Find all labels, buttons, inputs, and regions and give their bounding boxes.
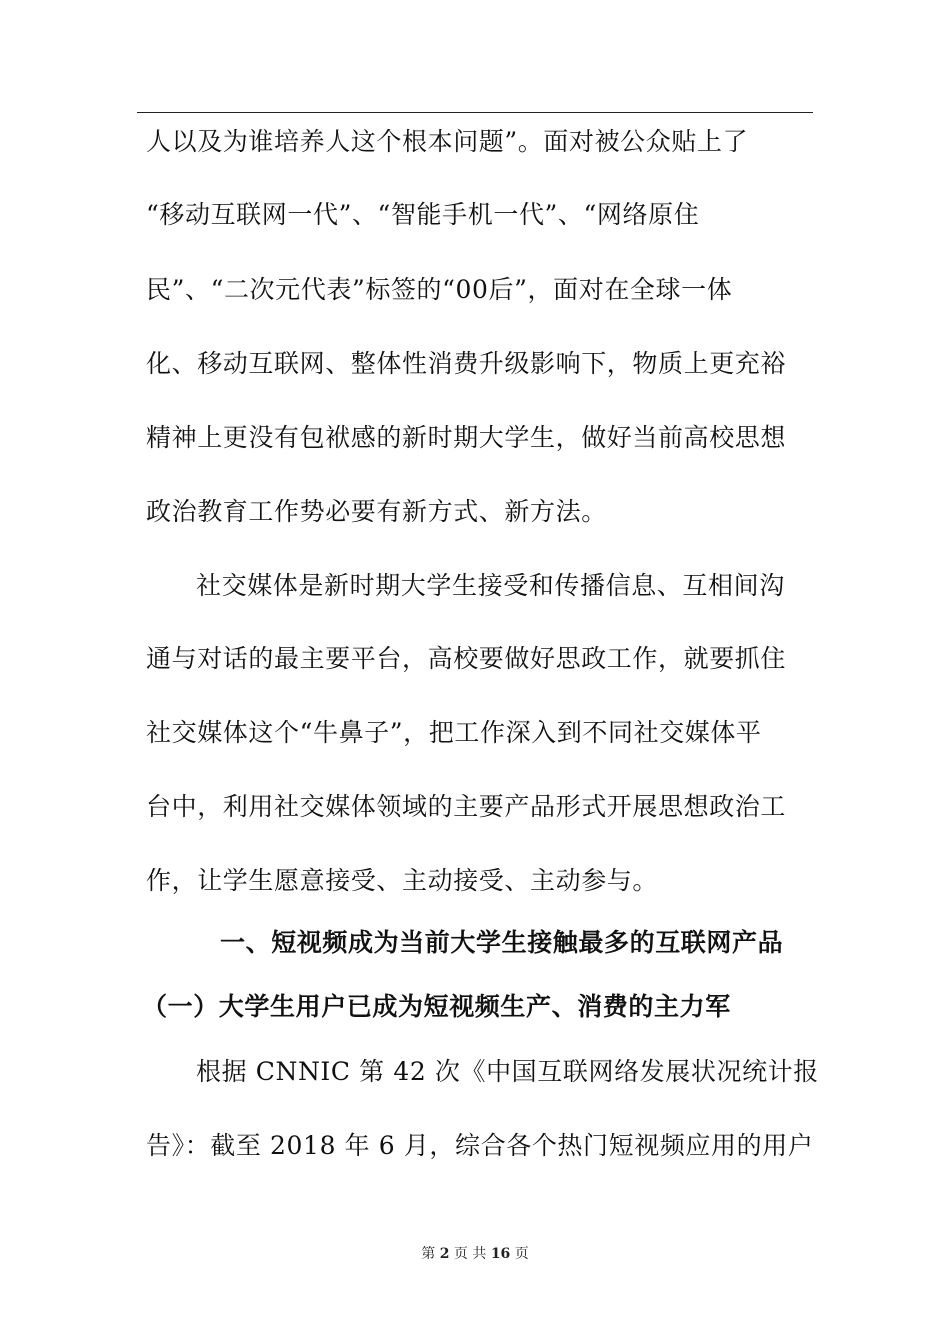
text-line: 作，让学生愿意接受、主动接受、主动参与。 xyxy=(146,866,659,895)
text-line: 政治教育工作势必要有新方式、新方法。 xyxy=(146,497,607,526)
paragraph-start-line: 根据 CNNIC 第 42 次《中国互联网络发展状况统计报 xyxy=(196,1057,819,1086)
text-line: 告》：截至 2018 年 6 月，综合各个热门短视频应用的用户 xyxy=(146,1131,814,1160)
text-line: 民”、“二次元代表”标签的“00后”，面对在全球一体 xyxy=(146,275,733,304)
total-page-count: 16 xyxy=(490,1246,511,1262)
subsection-heading: （一）大学生用户已成为短视频生产、消费的主力军 xyxy=(142,992,731,1021)
text-line: 通与对话的最主要平台，高校要做好思政工作，就要抓住 xyxy=(146,644,787,673)
section-heading: 一、短视频成为当前大学生接触最多的互联网产品 xyxy=(220,928,784,957)
paragraph-start-line: 社交媒体是新时期大学生接受和传播信息、互相间沟 xyxy=(196,571,785,600)
current-page-number: 2 xyxy=(439,1246,450,1262)
page-footer xyxy=(0,1243,950,1263)
footer-middle: 页 共 xyxy=(453,1246,487,1262)
text-line: 台中，利用社交媒体领域的主要产品形式开展思想政治工 xyxy=(146,792,787,821)
text-line: 社交媒体这个“牛鼻子”，把工作深入到不同社交媒体平 xyxy=(146,718,762,747)
text-line: 化、移动互联网、整体性消费升级影响下，物质上更充裕 xyxy=(146,349,787,378)
header-rule xyxy=(137,112,813,113)
text-line: 精神上更没有包袱感的新时期大学生，做好当前高校思想 xyxy=(146,423,787,452)
text-line: “移动互联网一代”、“智能手机一代”、“网络原住 xyxy=(146,200,700,229)
text-line: 人以及为谁培养人这个根本问题”。面对被公众贴上了 xyxy=(146,127,749,156)
footer-prefix: 第 xyxy=(421,1246,436,1262)
footer-suffix: 页 xyxy=(514,1246,529,1262)
